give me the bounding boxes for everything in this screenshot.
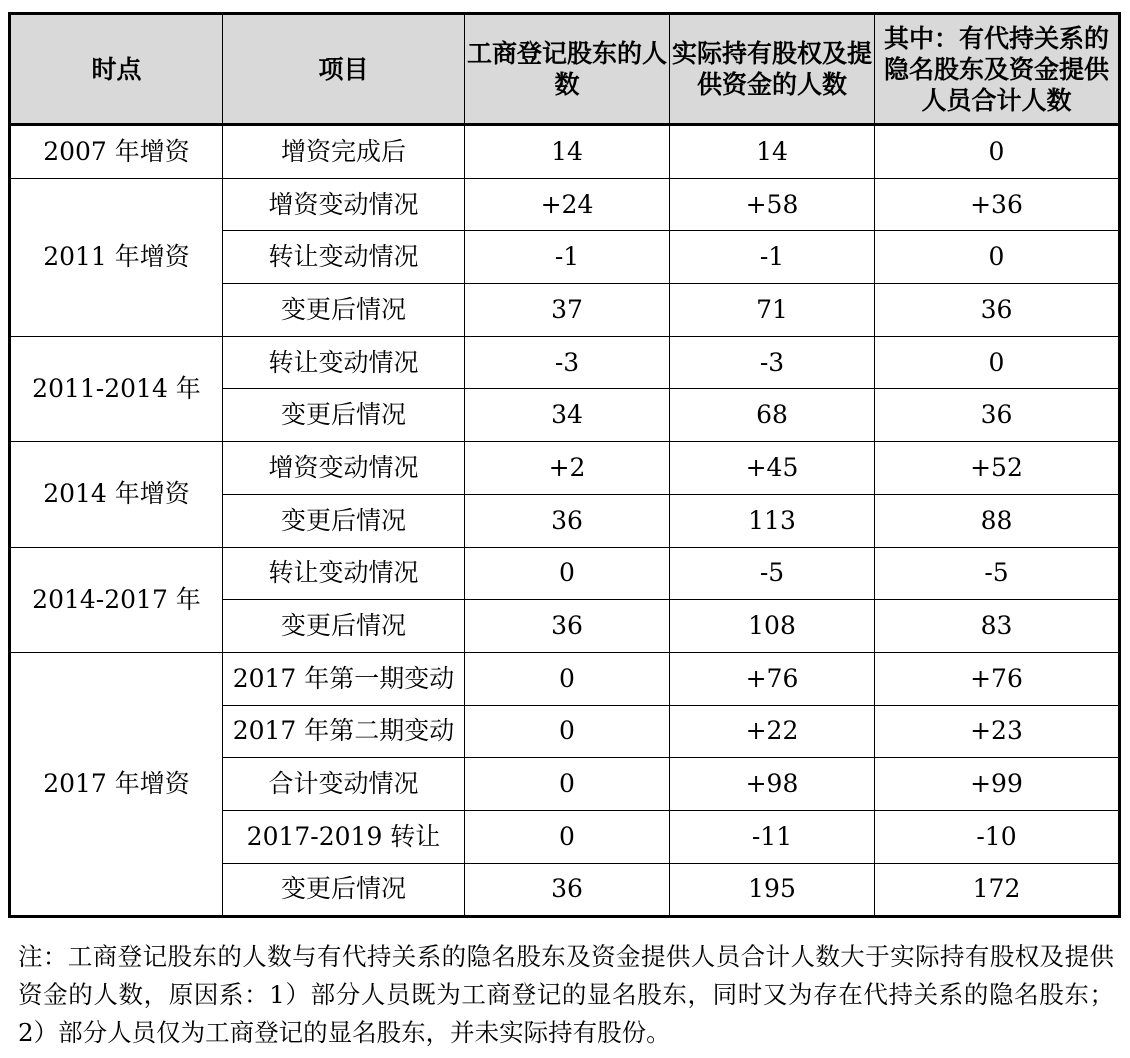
item-cell: 转让变动情况 [223, 336, 465, 389]
hidden-count-cell: -10 [875, 810, 1120, 863]
hidden-count-cell: +52 [875, 442, 1120, 495]
period-cell: 2011 年增资 [10, 178, 223, 336]
actual-count-cell: 14 [670, 125, 875, 179]
actual-count-cell: -3 [670, 336, 875, 389]
hidden-count-cell: -5 [875, 547, 1120, 600]
actual-count-cell: +98 [670, 758, 875, 811]
table-row [10, 336, 1120, 389]
registered-count-cell: 0 [465, 652, 670, 705]
registered-count-cell: 0 [465, 758, 670, 811]
registered-count-cell: 37 [465, 284, 670, 337]
table-row [10, 547, 1120, 600]
item-cell: 2017 年第一期变动 [223, 652, 465, 705]
item-cell: 2017 年第二期变动 [223, 705, 465, 758]
hidden-count-cell: 83 [875, 600, 1120, 653]
item-cell: 转让变动情况 [223, 231, 465, 284]
hidden-count-cell: 0 [875, 125, 1120, 179]
item-cell: 变更后情况 [223, 494, 465, 547]
actual-count-cell: 68 [670, 389, 875, 442]
actual-count-cell: 113 [670, 494, 875, 547]
registered-count-cell: -1 [465, 231, 670, 284]
header-actual-count: 实际持有股权及提供资金的人数 [670, 14, 875, 125]
registered-count-cell: 14 [465, 125, 670, 179]
item-cell: 变更后情况 [223, 284, 465, 337]
header-hidden-count: 其中：有代持关系的隐名股东及资金提供人员合计人数 [875, 14, 1120, 125]
registered-count-cell: 0 [465, 705, 670, 758]
header-registered-count: 工商登记股东的人数 [465, 14, 670, 125]
registered-count-cell: +2 [465, 442, 670, 495]
shareholder-count-table [8, 12, 1121, 918]
actual-count-cell: 195 [670, 863, 875, 917]
period-cell: 2011-2014 年 [10, 336, 223, 441]
table-header [10, 14, 1120, 125]
header-row [10, 14, 1120, 125]
hidden-count-cell: +99 [875, 758, 1120, 811]
registered-count-cell: 36 [465, 600, 670, 653]
actual-count-cell: +22 [670, 705, 875, 758]
actual-count-cell: -11 [670, 810, 875, 863]
period-cell: 2017 年增资 [10, 652, 223, 916]
item-cell: 变更后情况 [223, 600, 465, 653]
item-cell: 增资变动情况 [223, 178, 465, 231]
actual-count-cell: +76 [670, 652, 875, 705]
header-period: 时点 [10, 14, 223, 125]
registered-count-cell: 34 [465, 389, 670, 442]
registered-count-cell: +24 [465, 178, 670, 231]
item-cell: 变更后情况 [223, 863, 465, 917]
registered-count-cell: 36 [465, 494, 670, 547]
table-row [10, 652, 1120, 705]
hidden-count-cell: 0 [875, 336, 1120, 389]
table-row [10, 442, 1120, 495]
actual-count-cell: -1 [670, 231, 875, 284]
registered-count-cell: -3 [465, 336, 670, 389]
hidden-count-cell: +23 [875, 705, 1120, 758]
item-cell: 增资变动情况 [223, 442, 465, 495]
actual-count-cell: +45 [670, 442, 875, 495]
period-cell: 2014-2017 年 [10, 547, 223, 652]
actual-count-cell: +58 [670, 178, 875, 231]
registered-count-cell: 36 [465, 863, 670, 917]
table-footnote: 注：工商登记股东的人数与有代持关系的隐名股东及资金提供人员合计人数大于实际持有股权及提供资金的人数，原因系：1）部分人员既为工商登记的显名股东，同时又为存在代持关系的隐名股东；2）部分人员仅为工商登记的显名股东，并未实际持有股份。 [18, 942, 1114, 1047]
period-cell: 2014 年增资 [10, 442, 223, 547]
item-cell: 2017-2019 转让 [223, 810, 465, 863]
period-cell: 2007 年增资 [10, 125, 223, 179]
hidden-count-cell: +36 [875, 178, 1120, 231]
table-row [10, 178, 1120, 231]
header-item: 项目 [223, 14, 465, 125]
item-cell: 变更后情况 [223, 389, 465, 442]
actual-count-cell: 71 [670, 284, 875, 337]
table-body [10, 125, 1120, 917]
hidden-count-cell: 36 [875, 284, 1120, 337]
hidden-count-cell: 36 [875, 389, 1120, 442]
item-cell: 转让变动情况 [223, 547, 465, 600]
hidden-count-cell: +76 [875, 652, 1120, 705]
actual-count-cell: -5 [670, 547, 875, 600]
hidden-count-cell: 0 [875, 231, 1120, 284]
item-cell: 合计变动情况 [223, 758, 465, 811]
shareholder-count-table-container [8, 12, 1118, 918]
item-cell: 增资完成后 [223, 125, 465, 179]
actual-count-cell: 108 [670, 600, 875, 653]
hidden-count-cell: 88 [875, 494, 1120, 547]
registered-count-cell: 0 [465, 547, 670, 600]
table-row [10, 125, 1120, 179]
registered-count-cell: 0 [465, 810, 670, 863]
hidden-count-cell: 172 [875, 863, 1120, 917]
